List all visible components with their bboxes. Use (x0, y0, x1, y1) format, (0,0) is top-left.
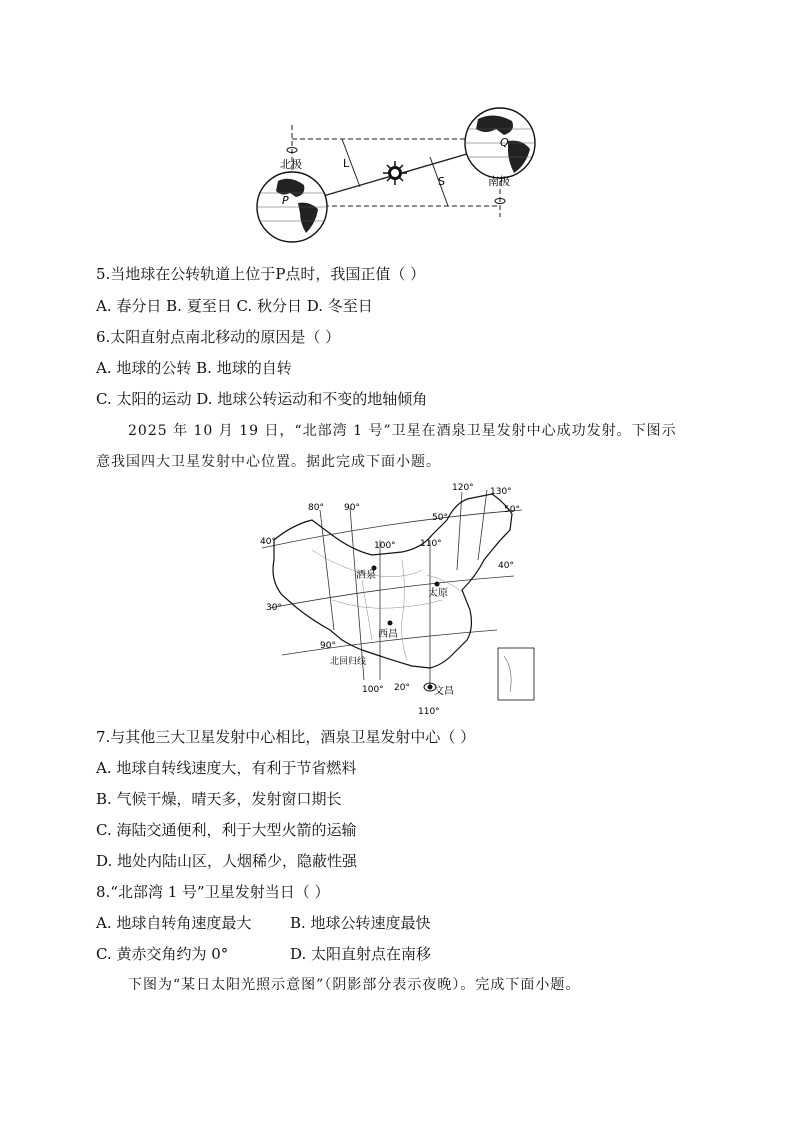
lon-90-bottom: 90° (320, 641, 336, 651)
q7-stem: 7.与其他三大卫星发射中心相比，酒泉卫星发射中心（ ） (96, 728, 476, 746)
lon-130: 130° (490, 487, 512, 497)
china-map-figure (252, 480, 542, 715)
city-taiyuan: 太原 (428, 588, 448, 599)
lon-80: 80° (308, 503, 324, 513)
lon-120: 120° (452, 483, 474, 493)
lon-100-bottom: 100° (362, 685, 384, 695)
tropic-label: 北回归线 (330, 657, 367, 667)
lat-20: 20° (394, 683, 410, 693)
label-s: S (438, 175, 445, 188)
q6-stem: 6.太阳直射点南北移动的原因是（ ） (96, 328, 341, 346)
passage1-line2: 意我国四大卫星发射中心位置。据此完成下面小题。 (96, 454, 441, 470)
lon-90-top: 90° (344, 503, 360, 513)
label-l: L (343, 157, 350, 170)
label-south-pole: 南极 (488, 175, 510, 188)
city-wenchang: 文昌 (434, 686, 454, 697)
lon-110-top: 110° (420, 539, 442, 549)
city-xichang: 西昌 (378, 629, 398, 640)
q7-option-d: D. 地处内陆山区，人烟稀少，隐蔽性强 (96, 852, 358, 870)
q7-option-c: C. 海陆交通便利，利于大型火箭的运输 (96, 821, 357, 839)
q8-option-b: B. 地球公转速度最快 (290, 914, 431, 932)
label-north-pole: 北极 (280, 158, 302, 171)
q8-option-d: D. 太阳直射点在南移 (290, 945, 432, 963)
passage2-line1: 下图为“某日太阳光照示意图”（阴影部分表示夜晚）。完成下面小题。 (128, 977, 581, 993)
q7-option-a: A. 地球自转线速度大，有利于节省燃料 (96, 759, 357, 777)
q8-stem: 8.“北部湾 1 号”卫星发射当日（ ） (96, 883, 330, 901)
q8-option-c: C. 黄赤交角约为 0° (96, 945, 229, 963)
label-p: P (282, 194, 289, 207)
q7-option-b: B. 气候干燥，晴天多，发射窗口期长 (96, 790, 342, 808)
sun-icon (383, 161, 407, 185)
city-jiuquan: 酒泉 (356, 570, 376, 581)
lat-30: 30° (266, 603, 282, 613)
lat-50-right: 50° (504, 505, 520, 515)
label-q: Q (500, 136, 509, 149)
lat-50-left: 50° (432, 513, 448, 523)
q5-options: A. 春分日 B. 夏至日 C. 秋分日 D. 冬至日 (96, 297, 373, 315)
q6-option-ab: A. 地球的公转 B. 地球的自转 (96, 359, 292, 377)
lat-40-left: 40° (260, 537, 276, 547)
q6-option-cd: C. 太阳的运动 D. 地球公转运动和不变的地轴倾角 (96, 390, 428, 408)
lon-100-top: 100° (374, 541, 396, 551)
earth-left-icon (257, 172, 327, 242)
q5-stem: 5.当地球在公转轨道上位于P点时，我国正值（ ） (96, 265, 426, 283)
lat-40-right: 40° (498, 561, 514, 571)
lon-110-bottom: 110° (418, 707, 440, 715)
q8-option-a: A. 地球自转角速度最大 (96, 914, 252, 932)
orbit-figure (250, 105, 550, 250)
passage1-line1: 2025 年 10 月 19 日，“北部湾 1 号”卫星在酒泉卫星发射中心成功发射。下图示 (128, 423, 677, 439)
